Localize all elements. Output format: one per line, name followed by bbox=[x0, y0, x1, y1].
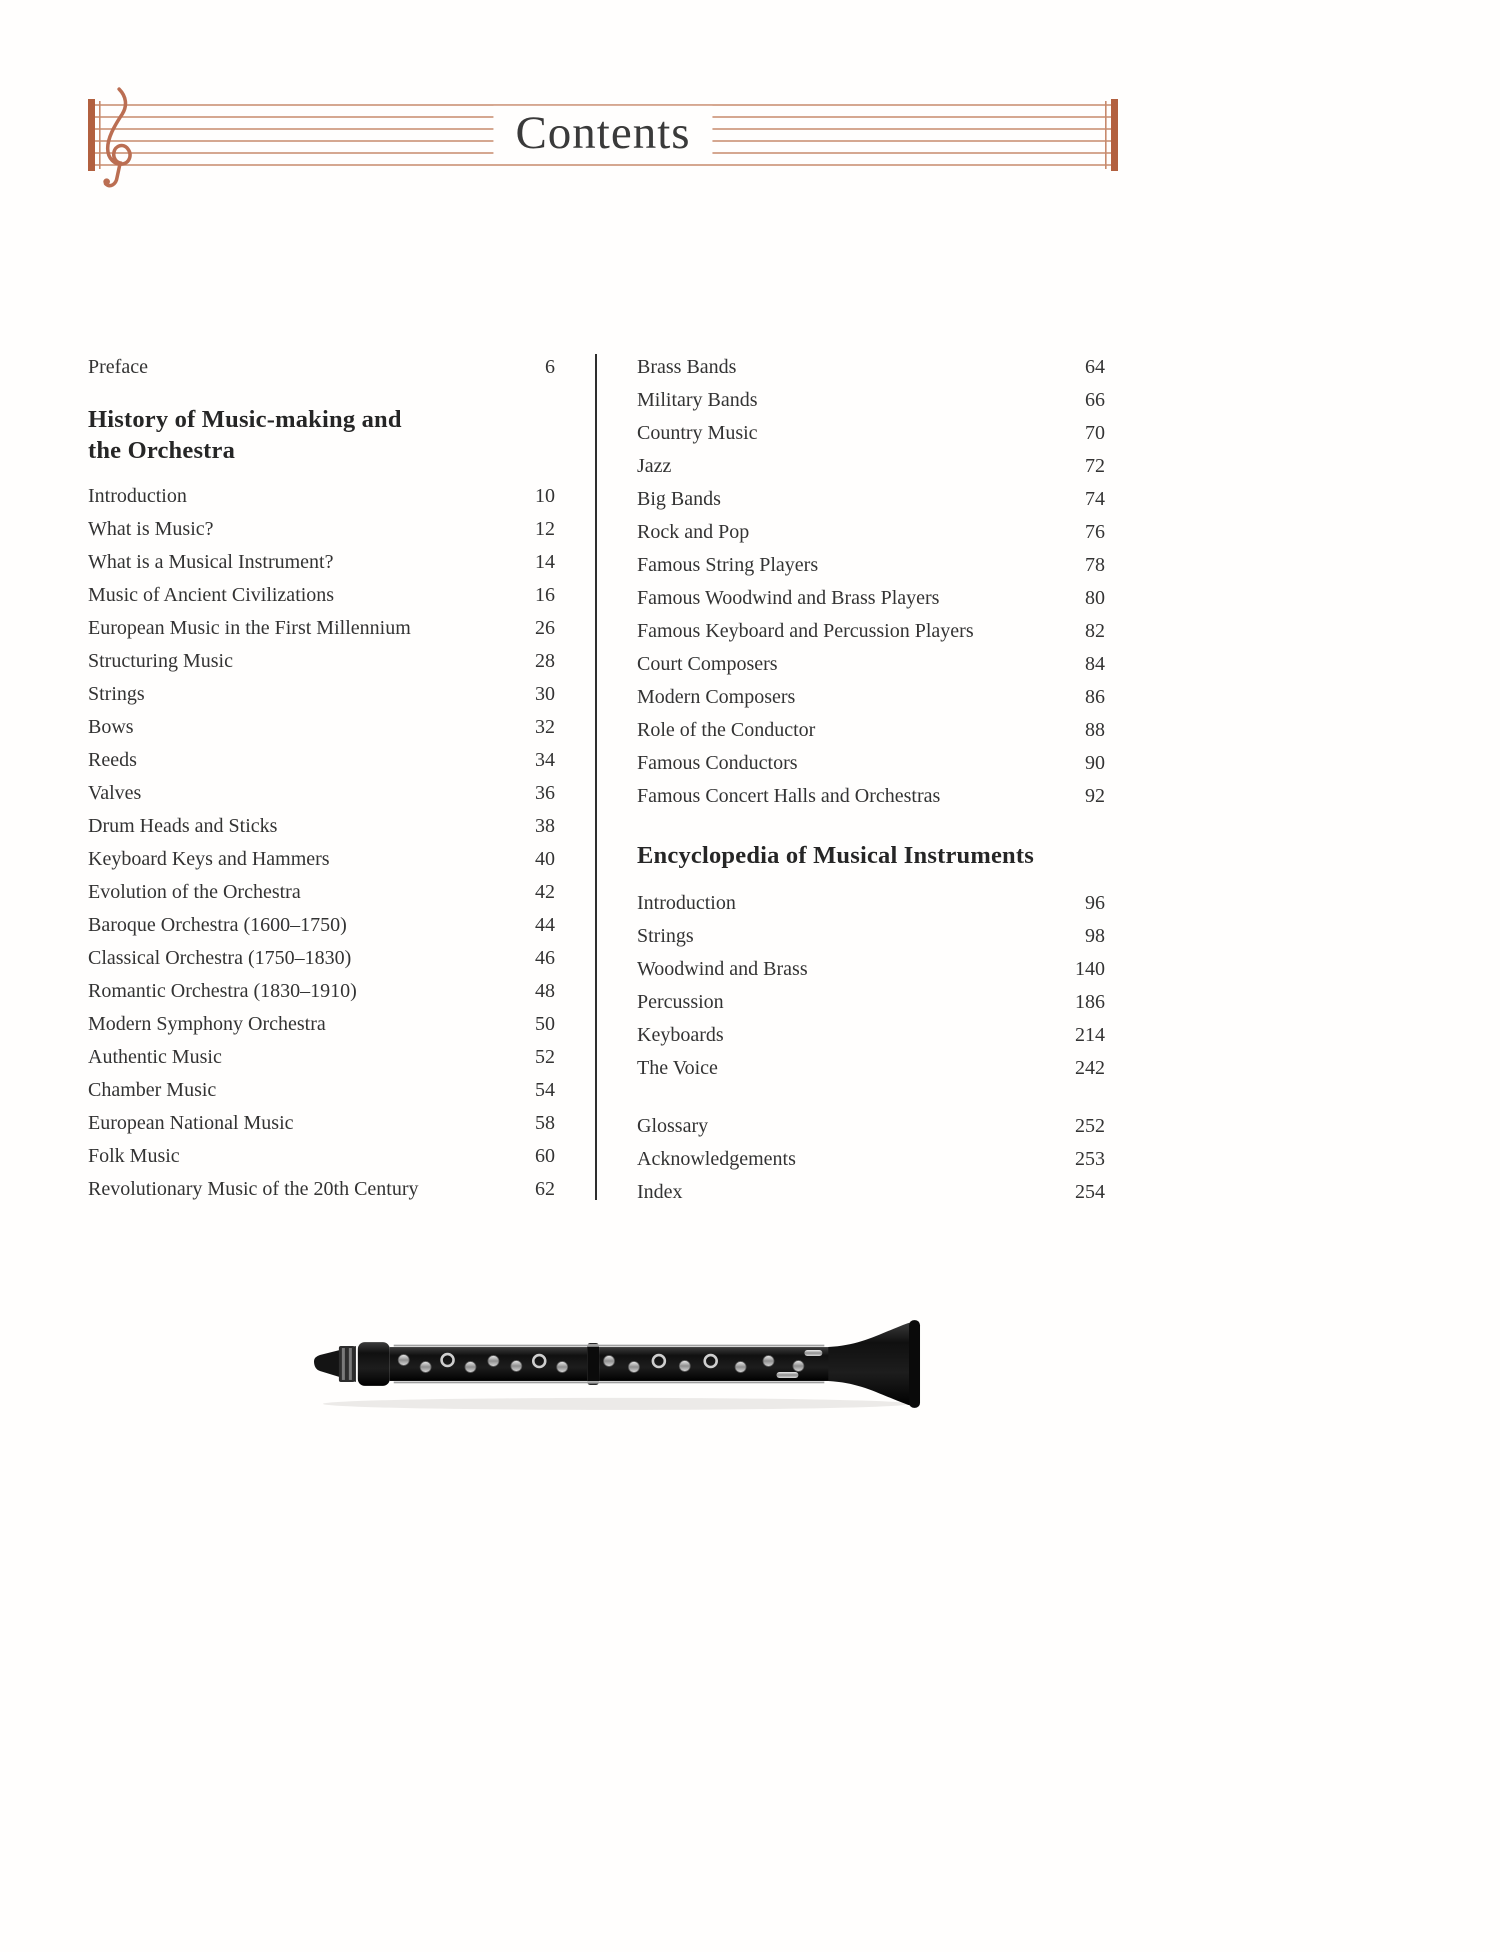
toc-entry-page: 10 bbox=[535, 485, 555, 507]
toc-entry-page: 90 bbox=[1085, 752, 1105, 774]
toc-entry bbox=[88, 513, 555, 546]
toc-entry-page: 30 bbox=[535, 683, 555, 705]
column-divider bbox=[595, 354, 597, 1200]
toc-entry bbox=[88, 612, 555, 645]
toc-entry-page: 34 bbox=[535, 749, 555, 771]
toc-entry bbox=[637, 450, 1105, 483]
page-header bbox=[88, 98, 1118, 172]
toc-entry-label: Court Composers bbox=[637, 653, 778, 675]
toc-entry bbox=[637, 648, 1105, 681]
toc-entry-page: 40 bbox=[535, 848, 555, 870]
toc-entry-label: Glossary bbox=[637, 1115, 709, 1137]
toc-entry-page: 78 bbox=[1085, 554, 1105, 576]
toc-entry-page: 98 bbox=[1085, 925, 1105, 947]
toc-entry bbox=[637, 516, 1105, 549]
page-title: Contents bbox=[493, 106, 712, 160]
toc-entry-label: Woodwind and Brass bbox=[637, 958, 808, 980]
toc-entry bbox=[88, 909, 555, 942]
toc-entry-label: Preface bbox=[88, 356, 148, 378]
toc-entry-label: Index bbox=[637, 1181, 683, 1203]
toc-entry bbox=[88, 942, 555, 975]
toc-entry bbox=[88, 744, 555, 777]
toc-entry bbox=[637, 953, 1105, 986]
toc-entry-label: Strings bbox=[637, 925, 694, 947]
toc-entry-label: Role of the Conductor bbox=[637, 719, 816, 741]
toc-entry bbox=[88, 1041, 555, 1074]
toc-entry-page: 38 bbox=[535, 815, 555, 837]
toc-entry-page: 72 bbox=[1085, 455, 1105, 477]
toc-entry-page: 60 bbox=[535, 1145, 555, 1167]
toc-entry-label: Introduction bbox=[88, 485, 187, 507]
toc-entry bbox=[88, 1107, 555, 1140]
toc-entry-label: Romantic Orchestra (1830–1910) bbox=[88, 980, 357, 1002]
toc-entry-label: Modern Symphony Orchestra bbox=[88, 1013, 326, 1035]
toc-entry-page: 12 bbox=[535, 518, 555, 540]
toc-entry bbox=[637, 351, 1105, 384]
toc-entry-page: 54 bbox=[535, 1079, 555, 1101]
toc-entry-page: 14 bbox=[535, 551, 555, 573]
toc-entry bbox=[88, 579, 555, 612]
toc-entry-label: Famous Conductors bbox=[637, 752, 798, 774]
toc-entry-page: 48 bbox=[535, 980, 555, 1002]
toc-entry-page: 74 bbox=[1085, 488, 1105, 510]
toc-entry bbox=[637, 714, 1105, 747]
clarinet-image bbox=[308, 1314, 926, 1419]
toc-entry-page: 32 bbox=[535, 716, 555, 738]
toc-entry-label: Music of Ancient Civilizations bbox=[88, 584, 335, 606]
toc-entry-page: 214 bbox=[1075, 1024, 1105, 1046]
toc-list-genres bbox=[637, 351, 1105, 813]
toc-entry-label: Modern Composers bbox=[637, 686, 796, 708]
toc-entry-page: 52 bbox=[535, 1046, 555, 1068]
toc-entry bbox=[88, 975, 555, 1008]
toc-entry-page: 84 bbox=[1085, 653, 1105, 675]
toc-entry-label: Folk Music bbox=[88, 1145, 180, 1167]
toc-entry-page: 254 bbox=[1075, 1181, 1105, 1203]
toc-entry bbox=[637, 615, 1105, 648]
toc-list-back-matter bbox=[637, 1110, 1105, 1209]
toc-entry bbox=[88, 546, 555, 579]
toc-entry-label: Country Music bbox=[637, 422, 758, 444]
toc-entry-label: Classical Orchestra (1750–1830) bbox=[88, 947, 352, 969]
toc-entry bbox=[88, 678, 555, 711]
toc-entry-label: Famous Keyboard and Percussion Players bbox=[637, 620, 974, 642]
toc-entry-page: 28 bbox=[535, 650, 555, 672]
toc-entry bbox=[637, 747, 1105, 780]
toc-list-encyclopedia bbox=[637, 887, 1105, 1085]
toc-entry-label: Baroque Orchestra (1600–1750) bbox=[88, 914, 347, 936]
toc-entry bbox=[637, 1110, 1105, 1143]
toc-entry bbox=[637, 483, 1105, 516]
toc-entry-label: Military Bands bbox=[637, 389, 758, 411]
toc-entry bbox=[88, 351, 555, 384]
toc-entry bbox=[637, 1052, 1105, 1085]
toc-entry-page: 80 bbox=[1085, 587, 1105, 609]
toc-entry-label: Famous String Players bbox=[637, 554, 819, 576]
toc-entry bbox=[637, 1176, 1105, 1209]
spacer bbox=[637, 1085, 1105, 1110]
toc-entry-page: 242 bbox=[1075, 1057, 1105, 1079]
toc-entry-page: 58 bbox=[535, 1112, 555, 1134]
treble-clef-icon bbox=[96, 86, 136, 190]
toc-entry-label: Structuring Music bbox=[88, 650, 233, 672]
toc-entry-label: Acknowledgements bbox=[637, 1148, 796, 1170]
toc-entry-label: European Music in the First Millennium bbox=[88, 617, 411, 639]
toc-entry-page: 66 bbox=[1085, 389, 1105, 411]
toc-entry bbox=[637, 887, 1105, 920]
toc-entry-label: Reeds bbox=[88, 749, 137, 771]
toc-entry-page: 26 bbox=[535, 617, 555, 639]
toc-entry-page: 50 bbox=[535, 1013, 555, 1035]
toc-entry-label: Rock and Pop bbox=[637, 521, 750, 543]
toc-entry-label: Introduction bbox=[637, 892, 736, 914]
toc-entry bbox=[88, 480, 555, 513]
toc-entry bbox=[88, 1140, 555, 1173]
toc-column-right bbox=[637, 351, 1105, 1209]
toc-entry-label: What is a Musical Instrument? bbox=[88, 551, 334, 573]
toc-entry-label: Keyboard Keys and Hammers bbox=[88, 848, 330, 870]
toc bbox=[88, 351, 1118, 1221]
toc-entry bbox=[88, 1074, 555, 1107]
toc-entry-label: Authentic Music bbox=[88, 1046, 222, 1068]
toc-entry-page: 140 bbox=[1075, 958, 1105, 980]
toc-entry bbox=[88, 1008, 555, 1041]
toc-entry bbox=[637, 582, 1105, 615]
toc-entry-label: What is Music? bbox=[88, 518, 214, 540]
toc-entry bbox=[88, 777, 555, 810]
toc-entry-label: Big Bands bbox=[637, 488, 721, 510]
toc-entry-page: 82 bbox=[1085, 620, 1105, 642]
section-heading-encyclopedia: Encyclopedia of Musical Instruments bbox=[637, 842, 1034, 869]
toc-entry-page: 64 bbox=[1085, 356, 1105, 378]
toc-entry-label: Revolutionary Music of the 20th Century bbox=[88, 1178, 419, 1200]
toc-entry-page: 252 bbox=[1075, 1115, 1105, 1137]
toc-entry-label: Famous Concert Halls and Orchestras bbox=[637, 785, 941, 807]
toc-entry-label: The Voice bbox=[637, 1057, 718, 1079]
toc-list-history bbox=[88, 480, 555, 1206]
toc-entry bbox=[637, 681, 1105, 714]
toc-entry-page: 70 bbox=[1085, 422, 1105, 444]
toc-entry-label: Drum Heads and Sticks bbox=[88, 815, 278, 837]
toc-entry-page: 96 bbox=[1085, 892, 1105, 914]
toc-column-left bbox=[88, 351, 555, 1206]
toc-entry bbox=[637, 384, 1105, 417]
toc-entry bbox=[88, 876, 555, 909]
toc-entry-page: 86 bbox=[1085, 686, 1105, 708]
section-heading-history: History of Music-making and the Orchestra bbox=[88, 406, 402, 464]
toc-entry-page: 62 bbox=[535, 1178, 555, 1200]
toc-entry-page: 46 bbox=[535, 947, 555, 969]
toc-entry bbox=[637, 1143, 1105, 1176]
toc-entry-page: 186 bbox=[1075, 991, 1105, 1013]
toc-entry-label: Percussion bbox=[637, 991, 724, 1013]
toc-entry-page: 253 bbox=[1075, 1148, 1105, 1170]
toc-entry-label: Evolution of the Orchestra bbox=[88, 881, 301, 903]
toc-entry bbox=[88, 645, 555, 678]
toc-entry bbox=[637, 417, 1105, 450]
toc-entry-label: Keyboards bbox=[637, 1024, 724, 1046]
toc-entry-page: 36 bbox=[535, 782, 555, 804]
toc-entry bbox=[88, 843, 555, 876]
toc-entry bbox=[637, 920, 1105, 953]
toc-entry-label: Bows bbox=[88, 716, 134, 738]
toc-entry-page: 92 bbox=[1085, 785, 1105, 807]
toc-entry bbox=[88, 1173, 555, 1206]
toc-entry-label: European National Music bbox=[88, 1112, 294, 1134]
toc-entry-label: Brass Bands bbox=[637, 356, 737, 378]
toc-entry-label: Valves bbox=[88, 782, 142, 804]
toc-entry bbox=[637, 780, 1105, 813]
toc-entry-label: Jazz bbox=[637, 455, 672, 477]
toc-entry bbox=[88, 810, 555, 843]
toc-entry-label: Chamber Music bbox=[88, 1079, 217, 1101]
toc-entry-page: 42 bbox=[535, 881, 555, 903]
toc-entry-label: Famous Woodwind and Brass Players bbox=[637, 587, 940, 609]
toc-entry bbox=[637, 549, 1105, 582]
toc-entry-page: 76 bbox=[1085, 521, 1105, 543]
toc-entry-page: 88 bbox=[1085, 719, 1105, 741]
toc-entry bbox=[637, 986, 1105, 1019]
toc-entry-page: 6 bbox=[545, 356, 555, 378]
toc-entry-page: 16 bbox=[535, 584, 555, 606]
toc-entry-label: Strings bbox=[88, 683, 145, 705]
toc-entry bbox=[88, 711, 555, 744]
toc-entry bbox=[637, 1019, 1105, 1052]
toc-entry-page: 44 bbox=[535, 914, 555, 936]
